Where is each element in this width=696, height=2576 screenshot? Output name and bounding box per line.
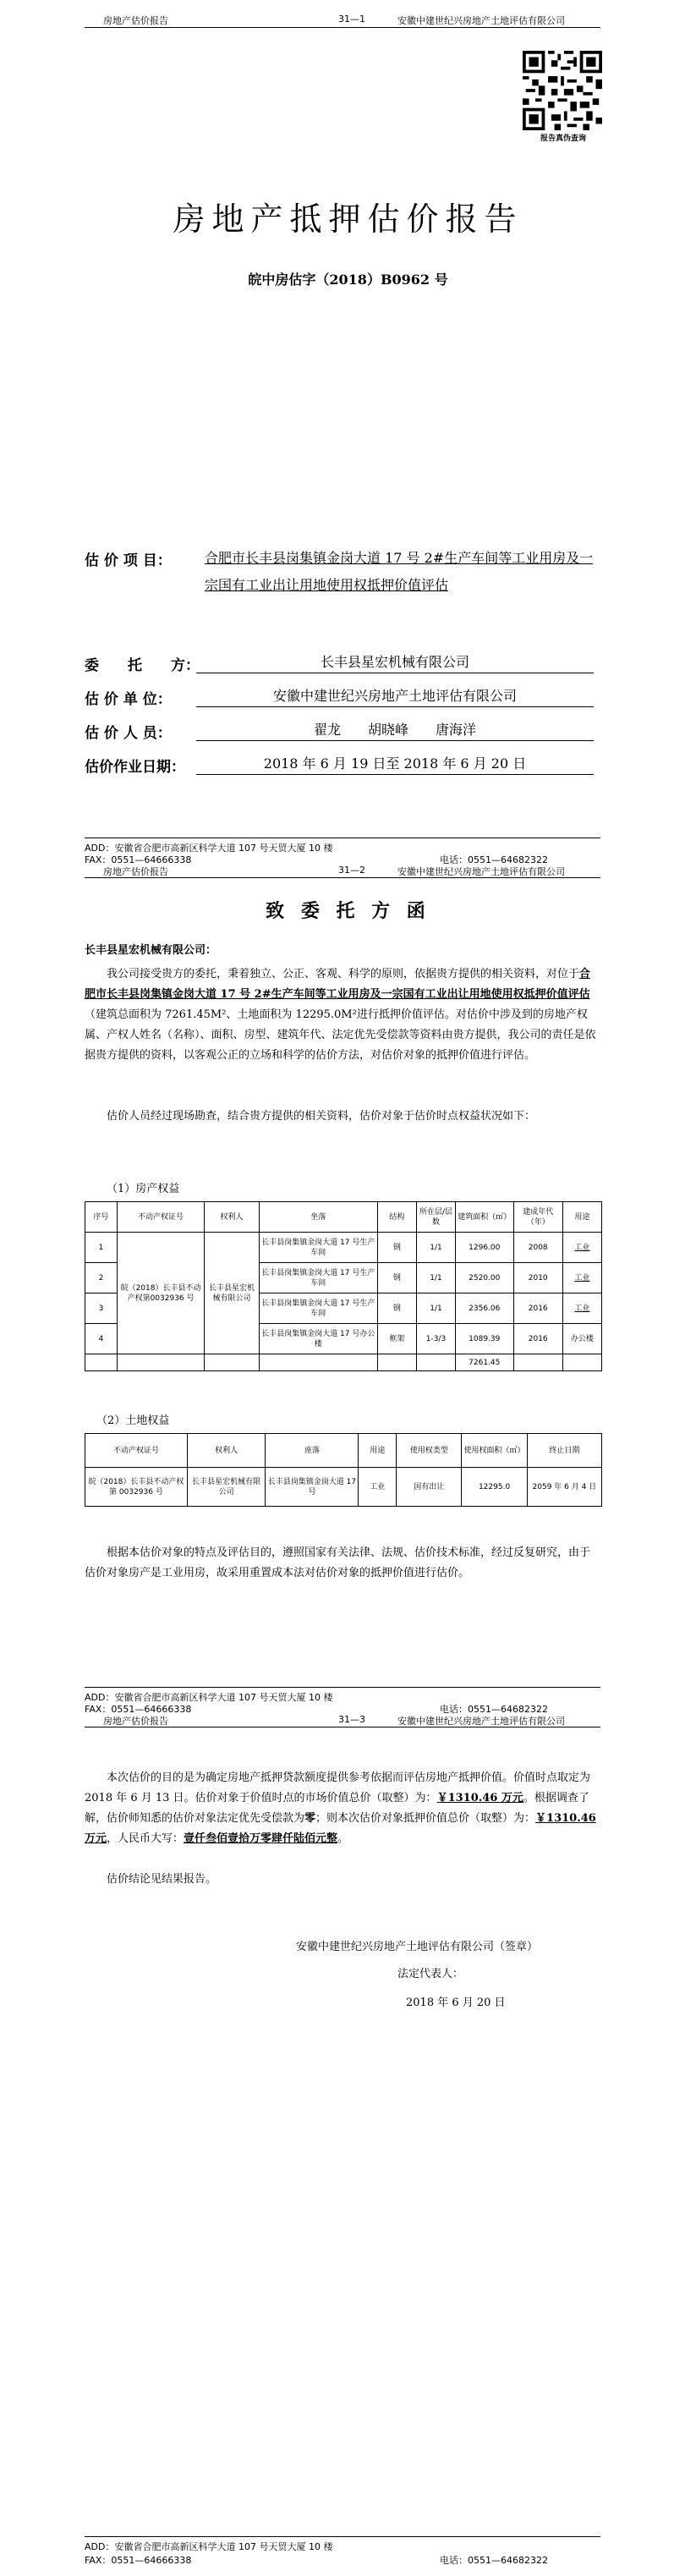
- table-row: [85, 1233, 602, 1263]
- client-value: 长丰县星宏机械有限公司: [196, 651, 594, 673]
- table-row: [85, 1354, 602, 1371]
- land-cert: 皖（2018）长丰县不动产权第 0032936 号: [85, 1468, 188, 1507]
- date-label: 估价作业日期：: [85, 759, 185, 776]
- p4-text-a: 本次估价的目的是为确定房地产抵押贷款额度提供参考依据而评估房地产抵押价值。价值时点取定为 2018 年 6 月 13 日。估价对象于价值时点的市场价值总价（取整）为：: [85, 1771, 591, 1804]
- house-owner-cell: 长丰县星宏机械有限公司: [205, 1233, 259, 1354]
- date-value: 2018 年 6 月 19 日至 2018 年 6 月 20 日: [196, 753, 594, 775]
- p1-text-a: 我公司接受贵方的委托，秉着独立、公正、客观、科学的原则，依据贵方提供的相关资料，对位于: [107, 968, 580, 980]
- house-row2-area: 2520.00: [455, 1263, 513, 1293]
- page2-footer-tel: 电话：0551—64682322: [440, 1704, 548, 1715]
- letter-paragraph-2: 估价人员经过现场勘查，结合贵方提供的相关资料，估价对象于估价时点权益状况如下：: [107, 1110, 536, 1123]
- page1-footer-tel: 电话：0551—64682322: [440, 854, 548, 865]
- signature-date: 2018 年 6 月 20 日: [406, 1997, 506, 2009]
- house-row4-area: 1089.39: [455, 1324, 513, 1354]
- mortgage-value-uppercase: 壹仟叁佰壹拾万零肆仟陆佰元整: [184, 1832, 338, 1845]
- p1-project: 合肥市长丰县岗集镇金岗大道 17 号 2#生产车间等工业用房及一宗国有工业出让用地使用权抵押价值评估: [85, 968, 591, 1001]
- house-row2-year: 2010: [513, 1263, 562, 1293]
- page2-header-right: 安徽中建世纪兴房地产土地评估有限公司: [397, 866, 565, 877]
- house-row3-no: 3: [85, 1293, 118, 1324]
- land-end-date: 2059 年 6 月 4 日: [527, 1468, 601, 1507]
- house-total-area: 7261.45: [455, 1354, 513, 1371]
- report-number: 皖中房估字（2018）B0962 号: [248, 272, 448, 288]
- signature-company: 安徽中建世纪兴房地产土地评估有限公司（签章）: [296, 1941, 539, 1953]
- house-row4-loc: 长丰县岗集镇金岗大道 17 号办公楼: [259, 1324, 377, 1354]
- house-row2-no: 2: [85, 1263, 118, 1293]
- section-house-rights: （1）房产权益: [107, 1183, 180, 1195]
- letter-paragraph-3: 根据本估价对象的特点及评估目的，遵照国家有关法律、法规、估价技术标准，经过反复研究，由于估价对象房产是工业用房，故采用重置成本法对估价对象的抵押价值进行估价。: [85, 1546, 591, 1579]
- letter-salutation: 长丰县星宏机械有限公司：: [85, 944, 217, 957]
- house-row3-area: 2356.06: [455, 1293, 513, 1324]
- p4-text-b: 。根据调查了解，估价师知悉的估价对象法定优先受偿款为: [85, 1792, 589, 1825]
- house-row2-loc: 长丰县岗集镇金岗大道 17 号生产车间: [259, 1263, 377, 1293]
- house-cert-cell: 皖（2018）长丰县不动产权第0032936 号: [117, 1233, 204, 1354]
- house-row3-struct: 钢: [377, 1293, 416, 1324]
- house-th-cert: 不动产权证号: [117, 1202, 204, 1233]
- page2-header-left: 房地产估价报告: [103, 866, 168, 877]
- letter-paragraph-4: [85, 1768, 600, 1849]
- house-row1-no: 1: [85, 1233, 118, 1263]
- page1-header-rule: [85, 27, 600, 28]
- cover-title: 房地产抵押估价报告: [173, 200, 523, 238]
- p4-text-d: ，人民币大写：: [107, 1832, 184, 1845]
- house-th-no: 序号: [85, 1202, 118, 1233]
- house-row1-loc: 长丰县岗集镇金岗大道 17 号生产车间: [259, 1233, 377, 1263]
- land-th-type: 使用权类型: [397, 1434, 462, 1468]
- land-rights-table: [85, 1433, 602, 1507]
- table-row: [85, 1468, 602, 1507]
- house-row4-use: 办公楼: [562, 1324, 601, 1354]
- house-row2-struct: 钢: [377, 1263, 416, 1293]
- house-th-year: 建成年代（年）: [513, 1202, 562, 1233]
- land-th-location: 座落: [266, 1434, 359, 1468]
- house-row1-use: 工业: [562, 1233, 601, 1263]
- house-row4-year: 2016: [513, 1324, 562, 1354]
- land-location: 长丰县岗集镇金岗大道 17 号: [266, 1468, 359, 1507]
- house-row2-use: 工业: [562, 1263, 601, 1293]
- house-row2-floor: 1/1: [416, 1263, 455, 1293]
- house-row4-struct: 框架: [377, 1324, 416, 1354]
- letter-title: 致 委 托 方 函: [266, 900, 430, 922]
- page3-footer-fax: FAX：0551—64666338: [85, 2555, 192, 2566]
- staff-label: 估 价 人 员：: [85, 725, 172, 742]
- house-row1-struct: 钢: [377, 1233, 416, 1263]
- page3-footer-tel: 电话：0551—64682322: [440, 2555, 548, 2566]
- page3-footer-rule: [85, 2536, 600, 2537]
- qr-caption: 报告真伪查询: [540, 135, 586, 143]
- house-row4-floor: 1-3/3: [416, 1324, 455, 1354]
- page2-footer-add: ADD：安徽省合肥市高新区科学大道 107 号天贸大厦 10 楼: [85, 1692, 333, 1703]
- signature-representative: 法定代表人：: [397, 1968, 464, 1980]
- house-th-structure: 结构: [377, 1202, 416, 1233]
- house-rights-table: [85, 1201, 602, 1371]
- house-row3-floor: 1/1: [416, 1293, 455, 1324]
- page3-header-center: 31—3: [338, 1714, 365, 1725]
- staff-value: 翟龙 胡晓峰 唐海洋: [196, 719, 594, 741]
- project-label: 估 价 项 目：: [85, 552, 172, 569]
- land-th-owner: 权利人: [187, 1434, 266, 1468]
- letter-paragraph-5: 估价结论见结果报告。: [107, 1873, 217, 1886]
- land-owner: 长丰县星宏机械有限公司: [187, 1468, 266, 1507]
- page1-footer-add: ADD：安徽省合肥市高新区科学大道 107 号天贸大厦 10 楼: [85, 843, 333, 854]
- land-th-end: 终止日期: [527, 1434, 601, 1468]
- land-th-area: 使用权面积（㎡）: [462, 1434, 527, 1468]
- p1-text-c: （建筑总面积为 7261.45M²、土地面积为 12295.0M²进行抵押价值评估。对估价中涉及到的房地产权属、产权人姓名（名称）、面积、房型、建筑年代、法定优先受偿款等资料由贵方提供，我公司的责任是依据贵方提供的资料，以客观公正的立场和科学的估价方法，对估价对象的抵押价值进行评估。: [85, 1008, 596, 1062]
- page3-header-right: 安徽中建世纪兴房地产土地评估有限公司: [397, 1716, 565, 1727]
- appraiser-org-label: 估 价 单 位：: [85, 691, 172, 708]
- house-th-area: 建筑面积（㎡）: [455, 1202, 513, 1233]
- project-value: 合肥市长丰县岗集镇金岗大道 17 号 2#生产车间等工业用房及一宗国有工业出让用地使用权抵押价值评估: [205, 550, 594, 593]
- letter-paragraph-1: [85, 964, 600, 1066]
- house-row4-no: 4: [85, 1324, 118, 1354]
- house-th-use: 用途: [562, 1202, 601, 1233]
- house-row3-loc: 长丰县岗集镇金岗大道 17 号生产车间: [259, 1293, 377, 1324]
- page2-header-center: 31—2: [338, 865, 365, 876]
- qr-code-icon: [523, 51, 602, 130]
- house-row3-use: 工业: [562, 1293, 601, 1324]
- page1-header-right: 安徽中建世纪兴房地产土地评估有限公司: [397, 15, 565, 26]
- house-row1-year: 2008: [513, 1233, 562, 1263]
- house-th-floor: 所在层/层数: [416, 1202, 455, 1233]
- house-row1-floor: 1/1: [416, 1233, 455, 1263]
- house-row1-area: 1296.00: [455, 1233, 513, 1263]
- page1-header-left: 房地产估价报告: [103, 15, 168, 26]
- house-th-owner: 权利人: [205, 1202, 259, 1233]
- page2-footer-fax: FAX：0551—64666338: [85, 1704, 192, 1715]
- land-th-use: 用途: [359, 1434, 397, 1468]
- land-th-cert: 不动产权证号: [85, 1434, 188, 1468]
- appraiser-org-value: 安徽中建世纪兴房地产土地评估有限公司: [196, 685, 594, 707]
- p4-text-e: 。: [337, 1832, 349, 1845]
- page1-header-center: 31—1: [338, 14, 365, 25]
- client-label: 委 托 方：: [85, 657, 200, 674]
- house-row3-year: 2016: [513, 1293, 562, 1324]
- house-th-location: 坐落: [259, 1202, 377, 1233]
- page3-footer-add: ADD：安徽省合肥市高新区科学大道 107 号天贸大厦 10 楼: [85, 2541, 333, 2552]
- page2-footer-rule: [85, 1687, 600, 1688]
- market-value: ￥1310.46 万元: [436, 1792, 523, 1804]
- page3-header-left: 房地产估价报告: [103, 1716, 168, 1727]
- land-area: 12295.0: [462, 1468, 527, 1507]
- priority-amount: 零: [304, 1812, 316, 1825]
- p4-text-c: ；则本次估价对象抵押价值总价（取整）为：: [315, 1812, 536, 1825]
- section-land-rights: （2）土地权益: [96, 1414, 170, 1427]
- land-type: 国有出让: [397, 1468, 462, 1507]
- page1-footer-fax: FAX：0551—64666338: [85, 854, 192, 865]
- land-use: 工业: [359, 1468, 397, 1507]
- page2-header-rule: [85, 877, 600, 878]
- mortgage-value: ￥1310.46 万元: [85, 1812, 596, 1845]
